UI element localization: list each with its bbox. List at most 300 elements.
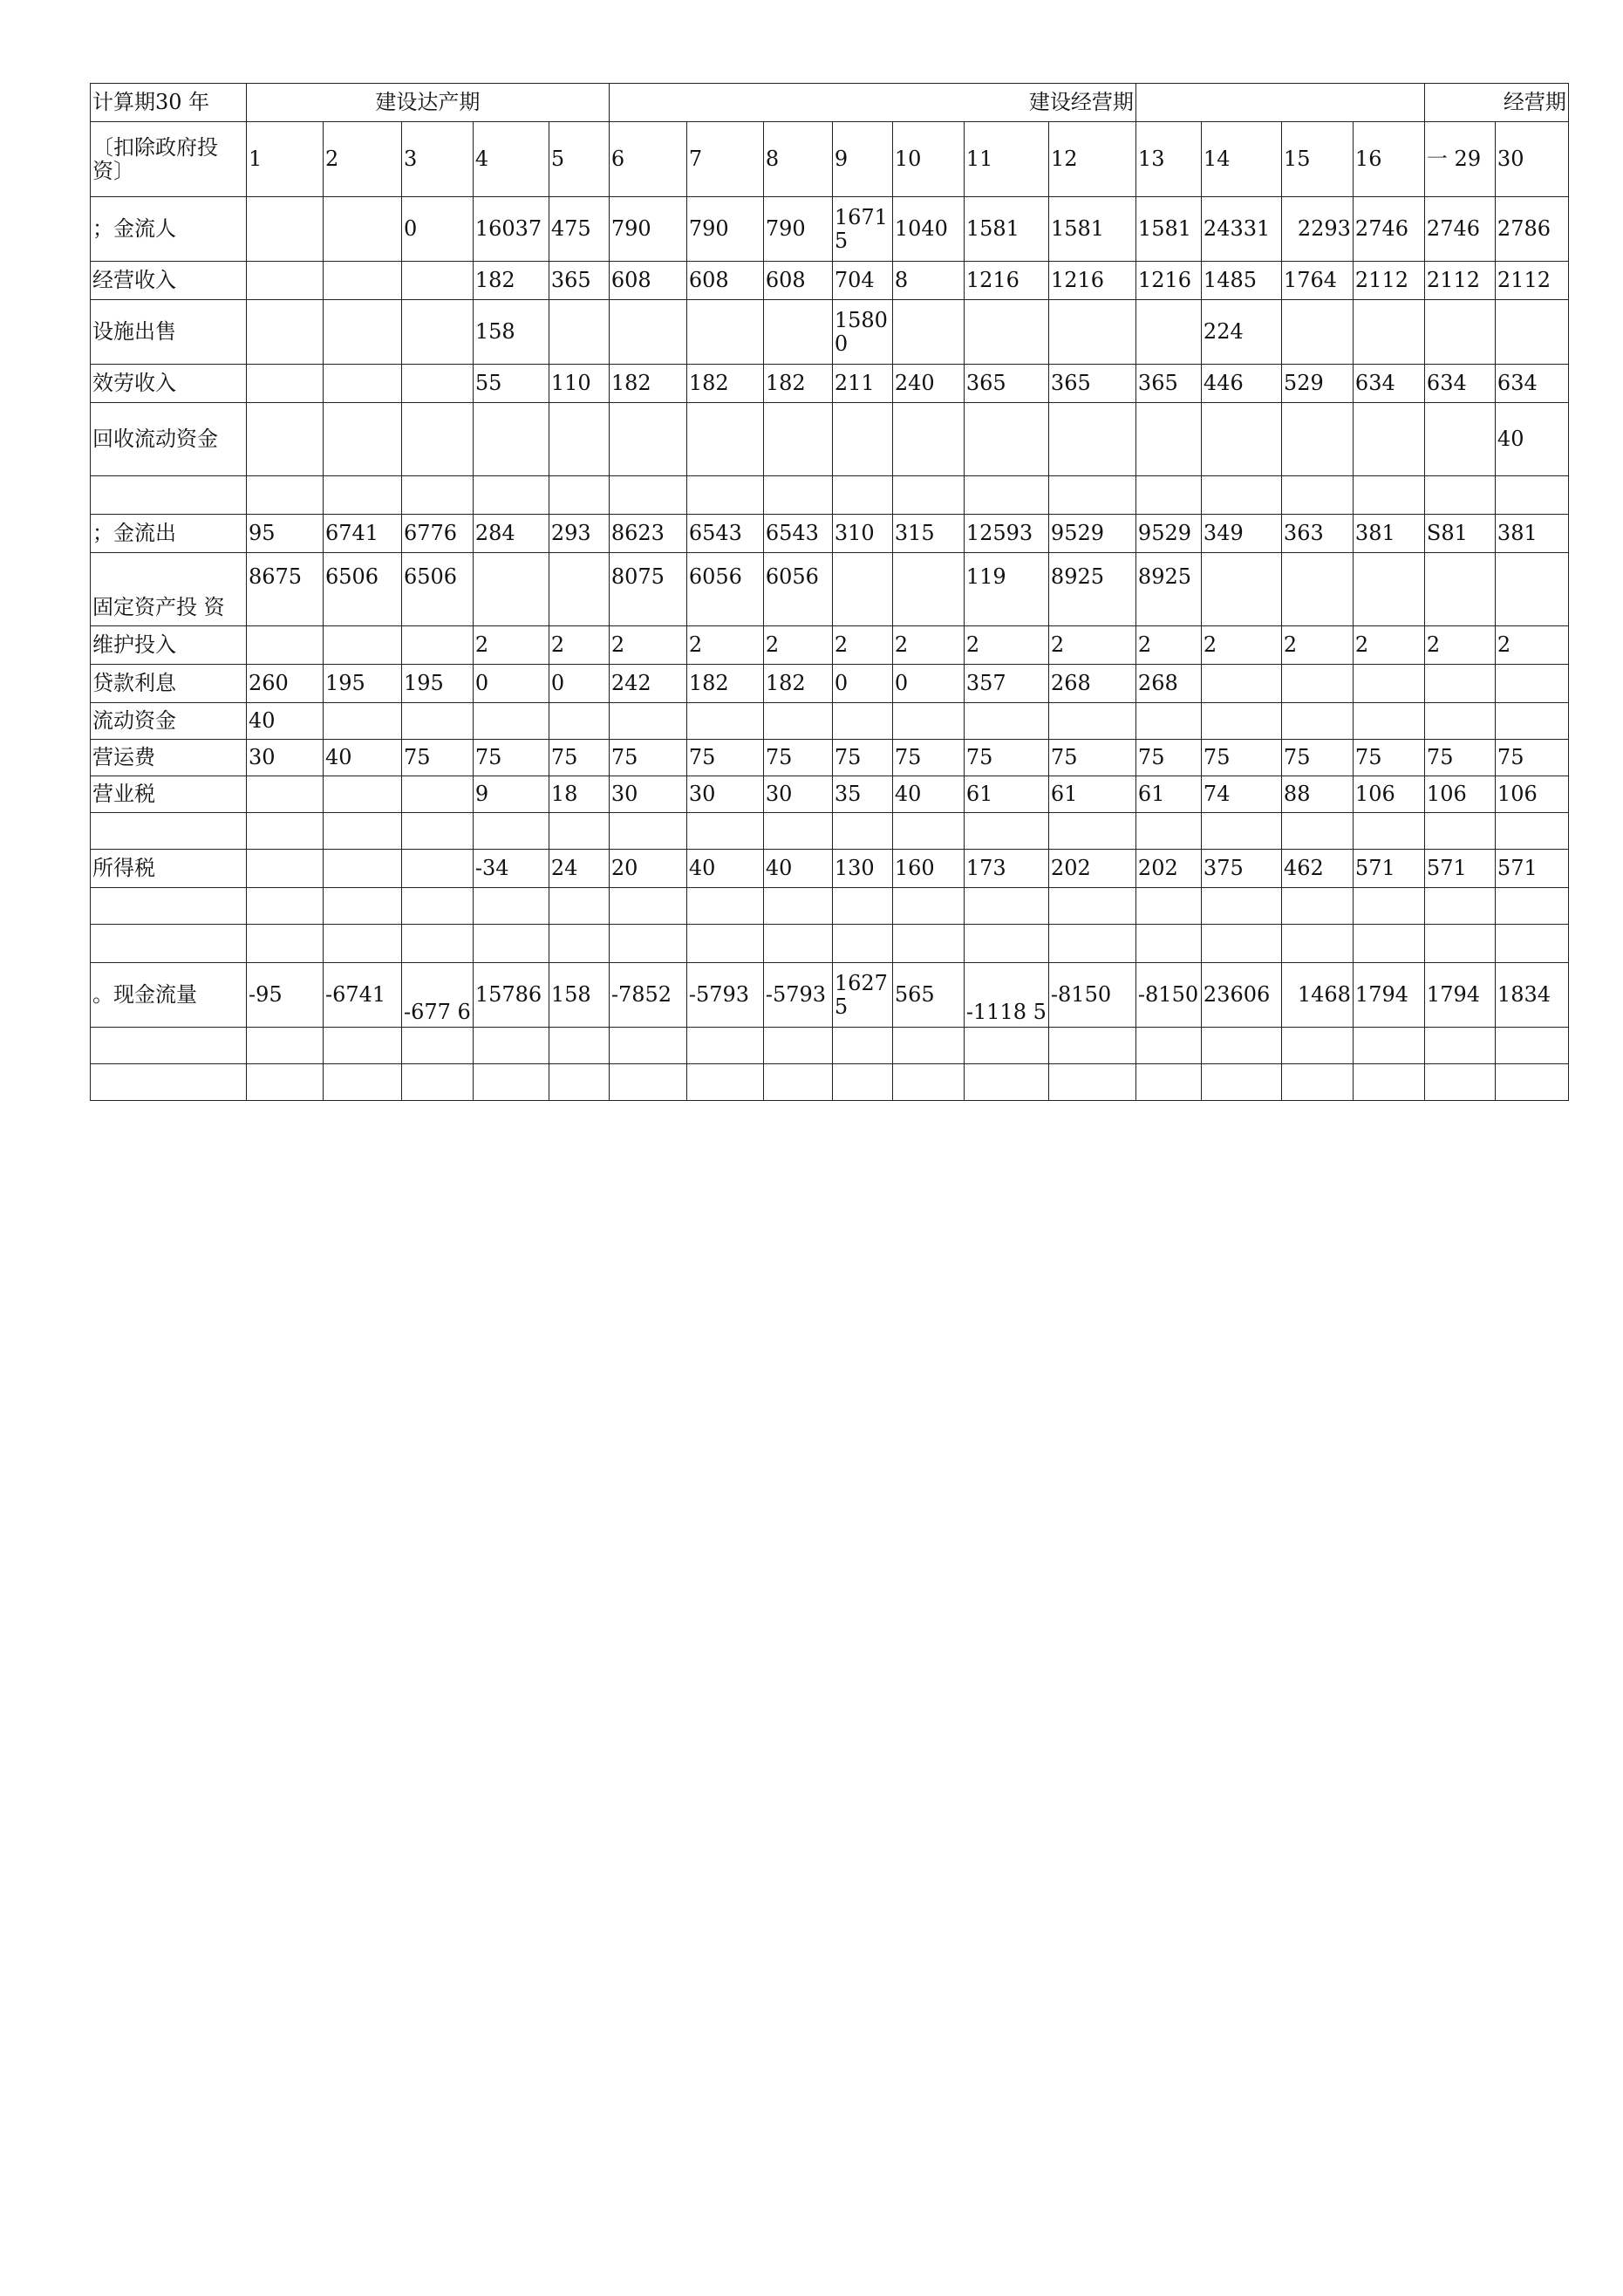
table-cell: 61 xyxy=(1048,776,1135,813)
table-cell: -1118 5 xyxy=(964,963,1048,1028)
table-cell xyxy=(1424,703,1495,740)
period-cell: 5 xyxy=(549,122,609,197)
table-cell xyxy=(402,1028,474,1064)
table-cell: 565 xyxy=(892,963,964,1028)
table-cell: 310 xyxy=(832,515,892,553)
table-cell xyxy=(686,813,763,850)
table-row xyxy=(91,476,1569,515)
table-cell: 9529 xyxy=(1135,515,1201,553)
table-cell: 110 xyxy=(549,365,609,403)
table-cell xyxy=(247,262,324,300)
table-cell xyxy=(549,925,609,963)
table-cell xyxy=(1424,925,1495,963)
table-cell: 30 xyxy=(609,776,686,813)
table-cell xyxy=(324,1064,402,1101)
table-cell xyxy=(892,1028,964,1064)
table-cell xyxy=(1281,925,1353,963)
table-cell xyxy=(609,300,686,365)
table-row xyxy=(91,963,1569,1028)
row-label xyxy=(91,1028,247,1064)
table-cell: 8 xyxy=(892,262,964,300)
table-cell: 2293 xyxy=(1281,197,1353,262)
period-cell: 9 xyxy=(832,122,892,197)
row-label: 固定资产投 资 xyxy=(91,553,247,626)
row-label: 回收流动资金 xyxy=(91,403,247,476)
table-cell: -8150 xyxy=(1048,963,1135,1028)
table-cell: 9529 xyxy=(1048,515,1135,553)
table-cell xyxy=(763,1064,832,1101)
table-cell xyxy=(1495,300,1568,365)
table-cell xyxy=(402,703,474,740)
period-cell: 13 xyxy=(1135,122,1201,197)
table-cell: -6741 xyxy=(324,963,402,1028)
table-cell: 24331 xyxy=(1201,197,1281,262)
table-cell xyxy=(402,1064,474,1101)
table-cell: 202 xyxy=(1135,850,1201,888)
table-cell: 2 xyxy=(686,626,763,665)
table-cell: 75 xyxy=(964,740,1048,776)
table-cell: 2 xyxy=(609,626,686,665)
table-cell: 1216 xyxy=(964,262,1048,300)
table-cell xyxy=(1281,1064,1353,1101)
period-label: 〔扣除政府投资〕 xyxy=(91,122,247,197)
table-cell xyxy=(402,813,474,850)
table-cell: -34 xyxy=(473,850,549,888)
table-cell xyxy=(1048,888,1135,925)
table-cell: 224 xyxy=(1201,300,1281,365)
table-cell xyxy=(549,703,609,740)
table-cell xyxy=(609,476,686,515)
table-cell xyxy=(832,476,892,515)
row-label: 流动资金 xyxy=(91,703,247,740)
table-cell: 9 xyxy=(473,776,549,813)
table-cell xyxy=(1424,553,1495,626)
table-cell: 6741 xyxy=(324,515,402,553)
table-cell xyxy=(1353,553,1424,626)
table-row xyxy=(91,776,1569,813)
table-cell: 242 xyxy=(609,665,686,703)
table-cell: 1581 xyxy=(1048,197,1135,262)
table-cell xyxy=(1281,703,1353,740)
table-cell: 6506 xyxy=(402,553,474,626)
table-cell xyxy=(892,813,964,850)
table-cell: S81 xyxy=(1424,515,1495,553)
table-cell: -95 xyxy=(247,963,324,1028)
table-cell xyxy=(473,925,549,963)
table-cell xyxy=(1048,703,1135,740)
table-cell xyxy=(1353,476,1424,515)
table-cell xyxy=(763,300,832,365)
table-cell: 16275 xyxy=(832,963,892,1028)
table-cell: 0 xyxy=(832,665,892,703)
table-cell: 2786 xyxy=(1495,197,1568,262)
period-cell: 10 xyxy=(892,122,964,197)
table-cell xyxy=(1201,703,1281,740)
table-cell xyxy=(1281,553,1353,626)
row-label: 营运费 xyxy=(91,740,247,776)
table-cell xyxy=(402,365,474,403)
table-cell: 15800 xyxy=(832,300,892,365)
table-cell xyxy=(964,300,1048,365)
table-cell: 6543 xyxy=(763,515,832,553)
table-cell: 6506 xyxy=(324,553,402,626)
table-row xyxy=(91,703,1569,740)
table-cell: 119 xyxy=(964,553,1048,626)
table-cell xyxy=(892,403,964,476)
table-cell xyxy=(473,403,549,476)
table-cell: 1764 xyxy=(1281,262,1353,300)
table-cell xyxy=(832,925,892,963)
table-cell xyxy=(247,197,324,262)
table-row xyxy=(91,626,1569,665)
table-cell xyxy=(1135,888,1201,925)
table-cell xyxy=(832,1028,892,1064)
table-cell: 357 xyxy=(964,665,1048,703)
table-cell: 2 xyxy=(1048,626,1135,665)
row-label xyxy=(91,925,247,963)
table-cell: 75 xyxy=(549,740,609,776)
table-cell xyxy=(247,813,324,850)
table-cell xyxy=(473,703,549,740)
table-cell xyxy=(247,925,324,963)
table-cell xyxy=(324,776,402,813)
table-cell xyxy=(1281,665,1353,703)
table-cell xyxy=(1135,925,1201,963)
table-cell xyxy=(1424,813,1495,850)
table-cell xyxy=(609,925,686,963)
table-cell: 2 xyxy=(1201,626,1281,665)
table-cell xyxy=(686,403,763,476)
table-cell xyxy=(549,403,609,476)
table-cell xyxy=(763,925,832,963)
table-cell xyxy=(1353,703,1424,740)
table-cell: 2 xyxy=(892,626,964,665)
table-cell: 1834 xyxy=(1495,963,1568,1028)
period-cell: 2 xyxy=(324,122,402,197)
table-cell xyxy=(402,262,474,300)
table-cell xyxy=(402,476,474,515)
table-cell xyxy=(247,626,324,665)
table-cell xyxy=(892,476,964,515)
row-label xyxy=(91,1064,247,1101)
table-cell: 293 xyxy=(549,515,609,553)
table-cell xyxy=(324,262,402,300)
table-cell xyxy=(609,703,686,740)
table-cell: 365 xyxy=(1135,365,1201,403)
table-cell xyxy=(964,476,1048,515)
table-cell xyxy=(1353,888,1424,925)
table-cell xyxy=(609,888,686,925)
table-cell xyxy=(1135,703,1201,740)
table-cell xyxy=(1135,813,1201,850)
row-label: 。现金流量 xyxy=(91,963,247,1028)
table-cell: 182 xyxy=(686,365,763,403)
table-cell xyxy=(832,813,892,850)
table-cell xyxy=(1424,403,1495,476)
table-cell: 284 xyxy=(473,515,549,553)
header-group-row xyxy=(91,84,1569,122)
table-cell xyxy=(402,626,474,665)
table-cell: 211 xyxy=(832,365,892,403)
table-cell: 75 xyxy=(1353,740,1424,776)
table-cell xyxy=(473,1064,549,1101)
table-cell: 2 xyxy=(1353,626,1424,665)
table-cell: 365 xyxy=(964,365,1048,403)
table-cell xyxy=(686,476,763,515)
table-cell xyxy=(473,476,549,515)
table-cell xyxy=(892,1064,964,1101)
table-cell xyxy=(247,476,324,515)
table-cell: 8925 xyxy=(1048,553,1135,626)
table-cell: 182 xyxy=(473,262,549,300)
row-label xyxy=(91,813,247,850)
table-cell xyxy=(1353,1028,1424,1064)
table-cell: 365 xyxy=(1048,365,1135,403)
table-cell xyxy=(324,850,402,888)
table-cell: 2 xyxy=(1495,626,1568,665)
row-label: 贷款利息 xyxy=(91,665,247,703)
period-cell: 8 xyxy=(763,122,832,197)
table-cell xyxy=(1048,403,1135,476)
table-cell: 75 xyxy=(609,740,686,776)
table-cell xyxy=(324,626,402,665)
table-cell xyxy=(964,925,1048,963)
table-cell: 2 xyxy=(763,626,832,665)
table-cell xyxy=(1281,300,1353,365)
table-cell xyxy=(1424,1064,1495,1101)
table-cell: 0 xyxy=(402,197,474,262)
period-cell: 15 xyxy=(1281,122,1353,197)
table-cell: 40 xyxy=(247,703,324,740)
table-cell xyxy=(1424,476,1495,515)
table-cell: 74 xyxy=(1201,776,1281,813)
table-cell xyxy=(1281,476,1353,515)
table-cell: 75 xyxy=(763,740,832,776)
table-cell: 375 xyxy=(1201,850,1281,888)
table-cell: 30 xyxy=(247,740,324,776)
table-cell: 363 xyxy=(1281,515,1353,553)
table-row xyxy=(91,813,1569,850)
table-cell xyxy=(1353,813,1424,850)
table-cell: 704 xyxy=(832,262,892,300)
table-cell xyxy=(549,553,609,626)
row-label: 营业税 xyxy=(91,776,247,813)
table-cell xyxy=(1201,813,1281,850)
table-cell xyxy=(1495,813,1568,850)
table-cell xyxy=(247,1064,324,1101)
period-row xyxy=(91,122,1569,197)
table-cell xyxy=(247,403,324,476)
table-cell: 18 xyxy=(549,776,609,813)
period-cell: 6 xyxy=(609,122,686,197)
table-cell xyxy=(402,925,474,963)
table-cell xyxy=(763,476,832,515)
table-cell: 40 xyxy=(686,850,763,888)
table-cell: 195 xyxy=(324,665,402,703)
table-cell: 1794 xyxy=(1424,963,1495,1028)
table-cell xyxy=(1353,1064,1424,1101)
table-cell xyxy=(892,703,964,740)
table-row xyxy=(91,888,1569,925)
table-cell xyxy=(609,403,686,476)
table-cell xyxy=(1201,403,1281,476)
table-cell xyxy=(324,365,402,403)
table-cell xyxy=(247,1028,324,1064)
table-cell: 61 xyxy=(964,776,1048,813)
table-cell xyxy=(832,1064,892,1101)
table-cell xyxy=(763,1028,832,1064)
table-cell xyxy=(1135,300,1201,365)
table-cell: 1468 xyxy=(1281,963,1353,1028)
table-cell xyxy=(892,925,964,963)
table-row xyxy=(91,197,1569,262)
table-cell: 75 xyxy=(1495,740,1568,776)
table-cell xyxy=(324,1028,402,1064)
table-cell xyxy=(1201,1064,1281,1101)
table-cell xyxy=(1424,665,1495,703)
table-cell xyxy=(1424,888,1495,925)
table-cell xyxy=(686,300,763,365)
table-cell: 2112 xyxy=(1353,262,1424,300)
table-cell xyxy=(324,813,402,850)
table-cell xyxy=(964,703,1048,740)
table-cell: 1581 xyxy=(964,197,1048,262)
period-cell: 16 xyxy=(1353,122,1424,197)
table-cell: 75 xyxy=(1135,740,1201,776)
table-cell: 0 xyxy=(892,665,964,703)
table-cell: 2112 xyxy=(1424,262,1495,300)
table-cell xyxy=(402,300,474,365)
table-cell: 88 xyxy=(1281,776,1353,813)
table-cell: 790 xyxy=(763,197,832,262)
table-cell: 634 xyxy=(1495,365,1568,403)
table-cell: 40 xyxy=(763,850,832,888)
table-cell: 75 xyxy=(402,740,474,776)
table-cell: 446 xyxy=(1201,365,1281,403)
row-label: 维护投入 xyxy=(91,626,247,665)
table-cell: 790 xyxy=(686,197,763,262)
table-cell xyxy=(473,888,549,925)
table-cell xyxy=(247,776,324,813)
table-cell: 1040 xyxy=(892,197,964,262)
table-cell: 8623 xyxy=(609,515,686,553)
table-cell: 158 xyxy=(549,963,609,1028)
table-cell: 381 xyxy=(1353,515,1424,553)
table-cell: 2 xyxy=(832,626,892,665)
table-cell xyxy=(1424,300,1495,365)
table-cell: -8150 xyxy=(1135,963,1201,1028)
table-cell xyxy=(549,1064,609,1101)
table-cell xyxy=(964,403,1048,476)
table-cell: 2 xyxy=(473,626,549,665)
table-cell xyxy=(1135,476,1201,515)
period-cell: 1 xyxy=(247,122,324,197)
table-cell: 24 xyxy=(549,850,609,888)
table-row xyxy=(91,1028,1569,1064)
table-cell: 529 xyxy=(1281,365,1353,403)
table-cell xyxy=(686,1028,763,1064)
table-cell xyxy=(1424,1028,1495,1064)
table-cell: 12593 xyxy=(964,515,1048,553)
table-cell: 2 xyxy=(1135,626,1201,665)
table-cell: 106 xyxy=(1495,776,1568,813)
period-cell: 3 xyxy=(402,122,474,197)
table-cell: 634 xyxy=(1353,365,1424,403)
table-cell: 1216 xyxy=(1135,262,1201,300)
table-cell: 75 xyxy=(1424,740,1495,776)
table-cell xyxy=(832,403,892,476)
table-cell xyxy=(324,476,402,515)
table-cell: 2746 xyxy=(1353,197,1424,262)
table-cell xyxy=(1201,665,1281,703)
table-cell xyxy=(1353,300,1424,365)
table-cell xyxy=(1281,888,1353,925)
table-cell: -5793 xyxy=(763,963,832,1028)
table-cell xyxy=(1353,925,1424,963)
table-cell xyxy=(686,925,763,963)
table-cell xyxy=(324,197,402,262)
table-cell xyxy=(473,813,549,850)
table-cell: 0 xyxy=(473,665,549,703)
table-cell: 2 xyxy=(1424,626,1495,665)
table-cell xyxy=(1281,1028,1353,1064)
table-cell: 95 xyxy=(247,515,324,553)
table-cell xyxy=(1201,476,1281,515)
table-cell xyxy=(1281,403,1353,476)
table-cell xyxy=(892,888,964,925)
table-cell xyxy=(1353,403,1424,476)
table-cell xyxy=(402,403,474,476)
table-cell: 790 xyxy=(609,197,686,262)
table-cell xyxy=(892,553,964,626)
table-cell xyxy=(1135,1028,1201,1064)
table-cell xyxy=(686,888,763,925)
table-cell: 106 xyxy=(1424,776,1495,813)
table-cell: 608 xyxy=(763,262,832,300)
table-cell: 0 xyxy=(549,665,609,703)
table-cell xyxy=(832,553,892,626)
table-cell: 75 xyxy=(1281,740,1353,776)
table-cell: 75 xyxy=(832,740,892,776)
table-cell: 8925 xyxy=(1135,553,1201,626)
table-cell xyxy=(1201,1028,1281,1064)
table-cell: 1794 xyxy=(1353,963,1424,1028)
table-cell xyxy=(763,888,832,925)
table-cell: 16037 xyxy=(473,197,549,262)
table-cell xyxy=(892,300,964,365)
table-row xyxy=(91,925,1569,963)
table-cell xyxy=(402,850,474,888)
table-cell xyxy=(1135,403,1201,476)
table-cell: 268 xyxy=(1135,665,1201,703)
table-cell xyxy=(763,703,832,740)
period-cell: 7 xyxy=(686,122,763,197)
table-row xyxy=(91,365,1569,403)
table-cell xyxy=(1495,888,1568,925)
table-cell: 315 xyxy=(892,515,964,553)
table-cell xyxy=(964,1064,1048,1101)
table-row xyxy=(91,403,1569,476)
table-cell: 16715 xyxy=(832,197,892,262)
table-cell xyxy=(1495,476,1568,515)
table-cell: 173 xyxy=(964,850,1048,888)
table-cell xyxy=(763,813,832,850)
table-cell xyxy=(1495,665,1568,703)
table-cell xyxy=(832,703,892,740)
table-cell xyxy=(549,888,609,925)
row-label xyxy=(91,888,247,925)
table-cell xyxy=(549,1028,609,1064)
